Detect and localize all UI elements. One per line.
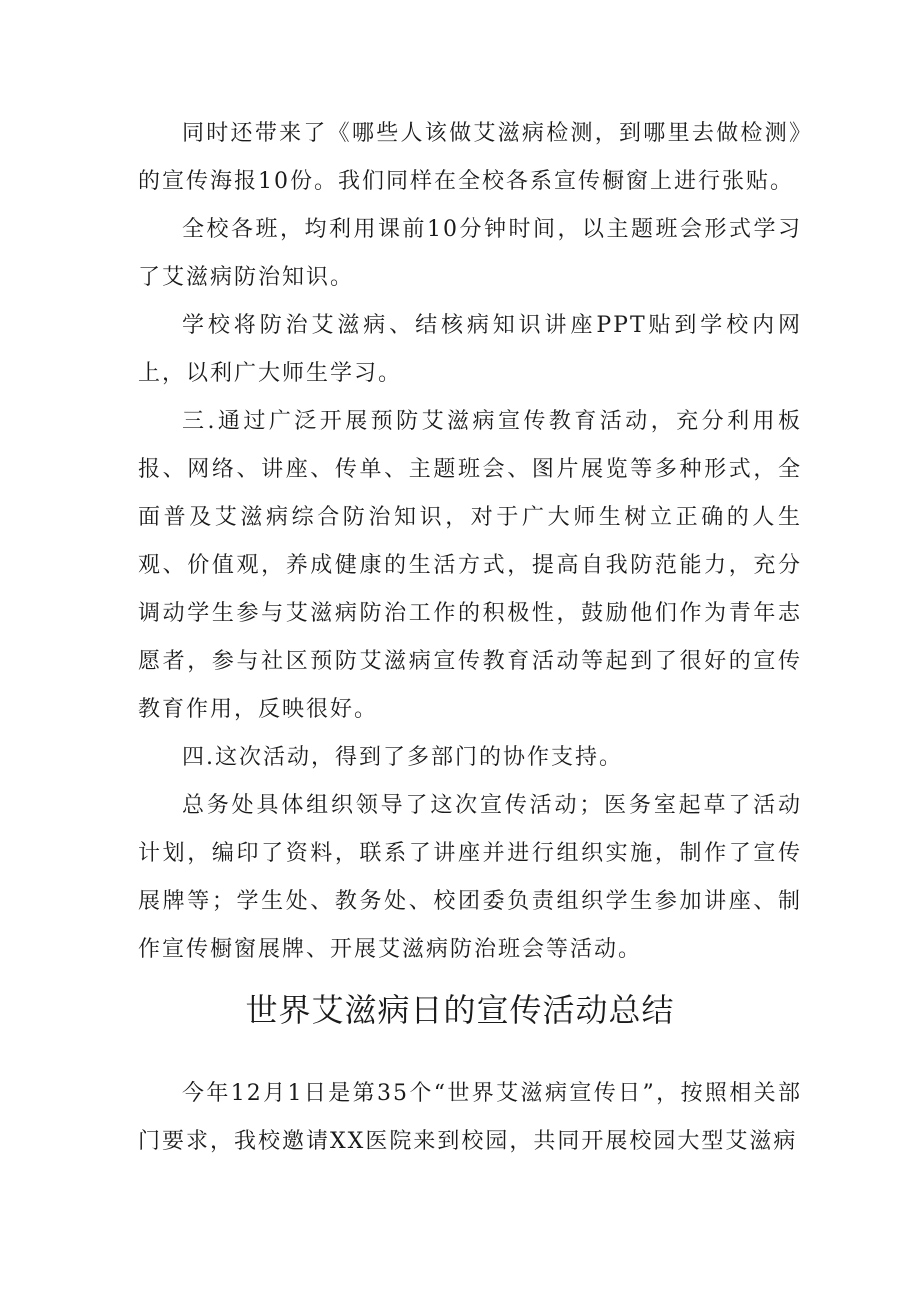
- paragraph-departments: 总务处具体组织领导了这次宣传活动；医务室起草了活动计划，编印了资料，联系了讲座并进行组织实施，制作了宣传展牌等；学生处、教务处、校团委负责组织学生参加讲座、制作宣传橱窗展牌、开展艾滋病防治班会等活动。: [138, 793, 802, 962]
- section-continued-text: [138, 110, 802, 974]
- document-title: 世界艾滋病日的宣传活动总结: [245, 991, 675, 1029]
- paragraph-ppt-intranet: 学校将防治艾滋病、结核病知识讲座PPT贴到学校内网上，以利广大师生学习。: [138, 313, 802, 386]
- paragraph-point-three: 三.通过广泛开展预防艾滋病宣传教育活动，充分利用板报、网络、讲座、传单、主题班会、图片展览等多种形式，全面普及艾滋病综合防治知识，对于广大师生树立正确的人生观、价值观，养成健康的生活方式，提高自我防范能力，充分调动学生参与艾滋病防治工作的积极性，鼓励他们作为青年志愿者，参与社区预防艾滋病宣传教育活动等起到了很好的宣传教育作用，反映很好。: [138, 409, 802, 722]
- paragraph-point-four: 四.这次活动，得到了多部门的协作支持。: [182, 745, 623, 770]
- paragraph-poster: 同时还带来了《哪些人该做艾滋病检测，到哪里去做检测》的宣传海报10份。我们同样在全校各系宣传橱窗上进行张贴。: [138, 121, 802, 194]
- paragraph-class-meeting: 全校各班，均利用课前10分钟时间，以主题班会形式学习了艾滋病防治知识。: [138, 217, 802, 290]
- section-new-text: [138, 1070, 802, 1166]
- paragraph-intro: 今年12月1日是第35个“世界艾滋病宣传日”，按照相关部门要求，我校邀请XX医院来到校园，共同开展校园大型艾滋病: [138, 1081, 802, 1154]
